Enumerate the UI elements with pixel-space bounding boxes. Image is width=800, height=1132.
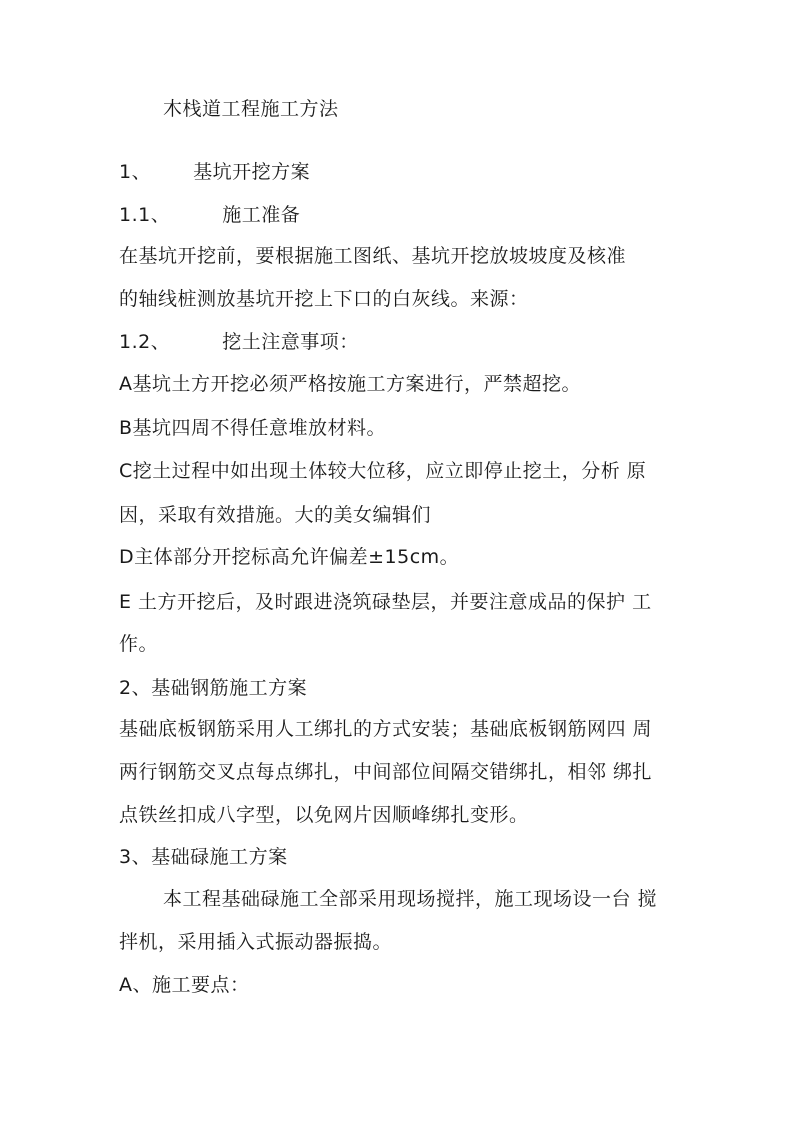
section-1-2-heading [119, 330, 359, 354]
paragraph-line: 在基坑开挖前，要根据施工图纸、基坑开挖放坡坡度及核准 [119, 245, 627, 267]
section-1-2-number: 1.2、 [119, 331, 171, 353]
item-e-line: 作。 [119, 633, 159, 655]
subsection-a-heading: A、施工要点： [119, 974, 250, 996]
paragraph-line: 点铁丝扣成八字型，以免网片因顺峰绑扎变形。 [119, 804, 529, 826]
section-3-heading: 3、基础碌施工方案 [119, 846, 288, 868]
item-b: B基坑四周不得任意堆放材料。 [119, 417, 387, 439]
section-1-1-heading [119, 203, 300, 227]
item-e-line: E 土方开挖后，及时跟进浇筑碌垫层，并要注意成品的保护 工 [119, 591, 652, 613]
item-c-line: C挖土过程中如出现土体较大位移，应立即停止挖土，分析 原 [119, 460, 647, 482]
section-1-1-title: 施工准备 [222, 204, 301, 226]
section-1-number: 1、 [119, 161, 152, 183]
item-d: D主体部分开挖标高允许偏差±15cm。 [119, 546, 460, 568]
section-1-1-number: 1.1、 [119, 204, 171, 226]
doc-title: 木栈道工程施工方法 [163, 98, 339, 120]
paragraph-line: 拌机，采用插入式振动器振捣。 [119, 931, 393, 953]
paragraph-line: 的轴线桩测放基坑开挖上下口的白灰线。来源： [119, 288, 529, 310]
section-1-heading [119, 160, 310, 184]
paragraph-line: 本工程基础碌施工全部采用现场搅拌，施工现场设一台 搅 [163, 888, 658, 910]
paragraph-line: 基础底板钢筋采用人工绑扎的方式安装；基础底板钢筋网四 周 [119, 718, 653, 740]
section-2-heading: 2、基础钢筋施工方案 [119, 677, 308, 699]
section-1-2-title: 挖土注意事项： [222, 331, 359, 353]
item-a: A基坑土方开挖必须严格按施工方案进行，严禁超挖。 [119, 373, 581, 395]
item-c-line: 因，采取有效措施。大的美女编辑们 [119, 504, 432, 526]
paragraph-line: 两行钢筋交叉点每点绑扎，中间部位间隔交错绑扎，相邻 绑扎 [119, 761, 653, 783]
section-1-title: 基坑开挖方案 [193, 161, 311, 183]
